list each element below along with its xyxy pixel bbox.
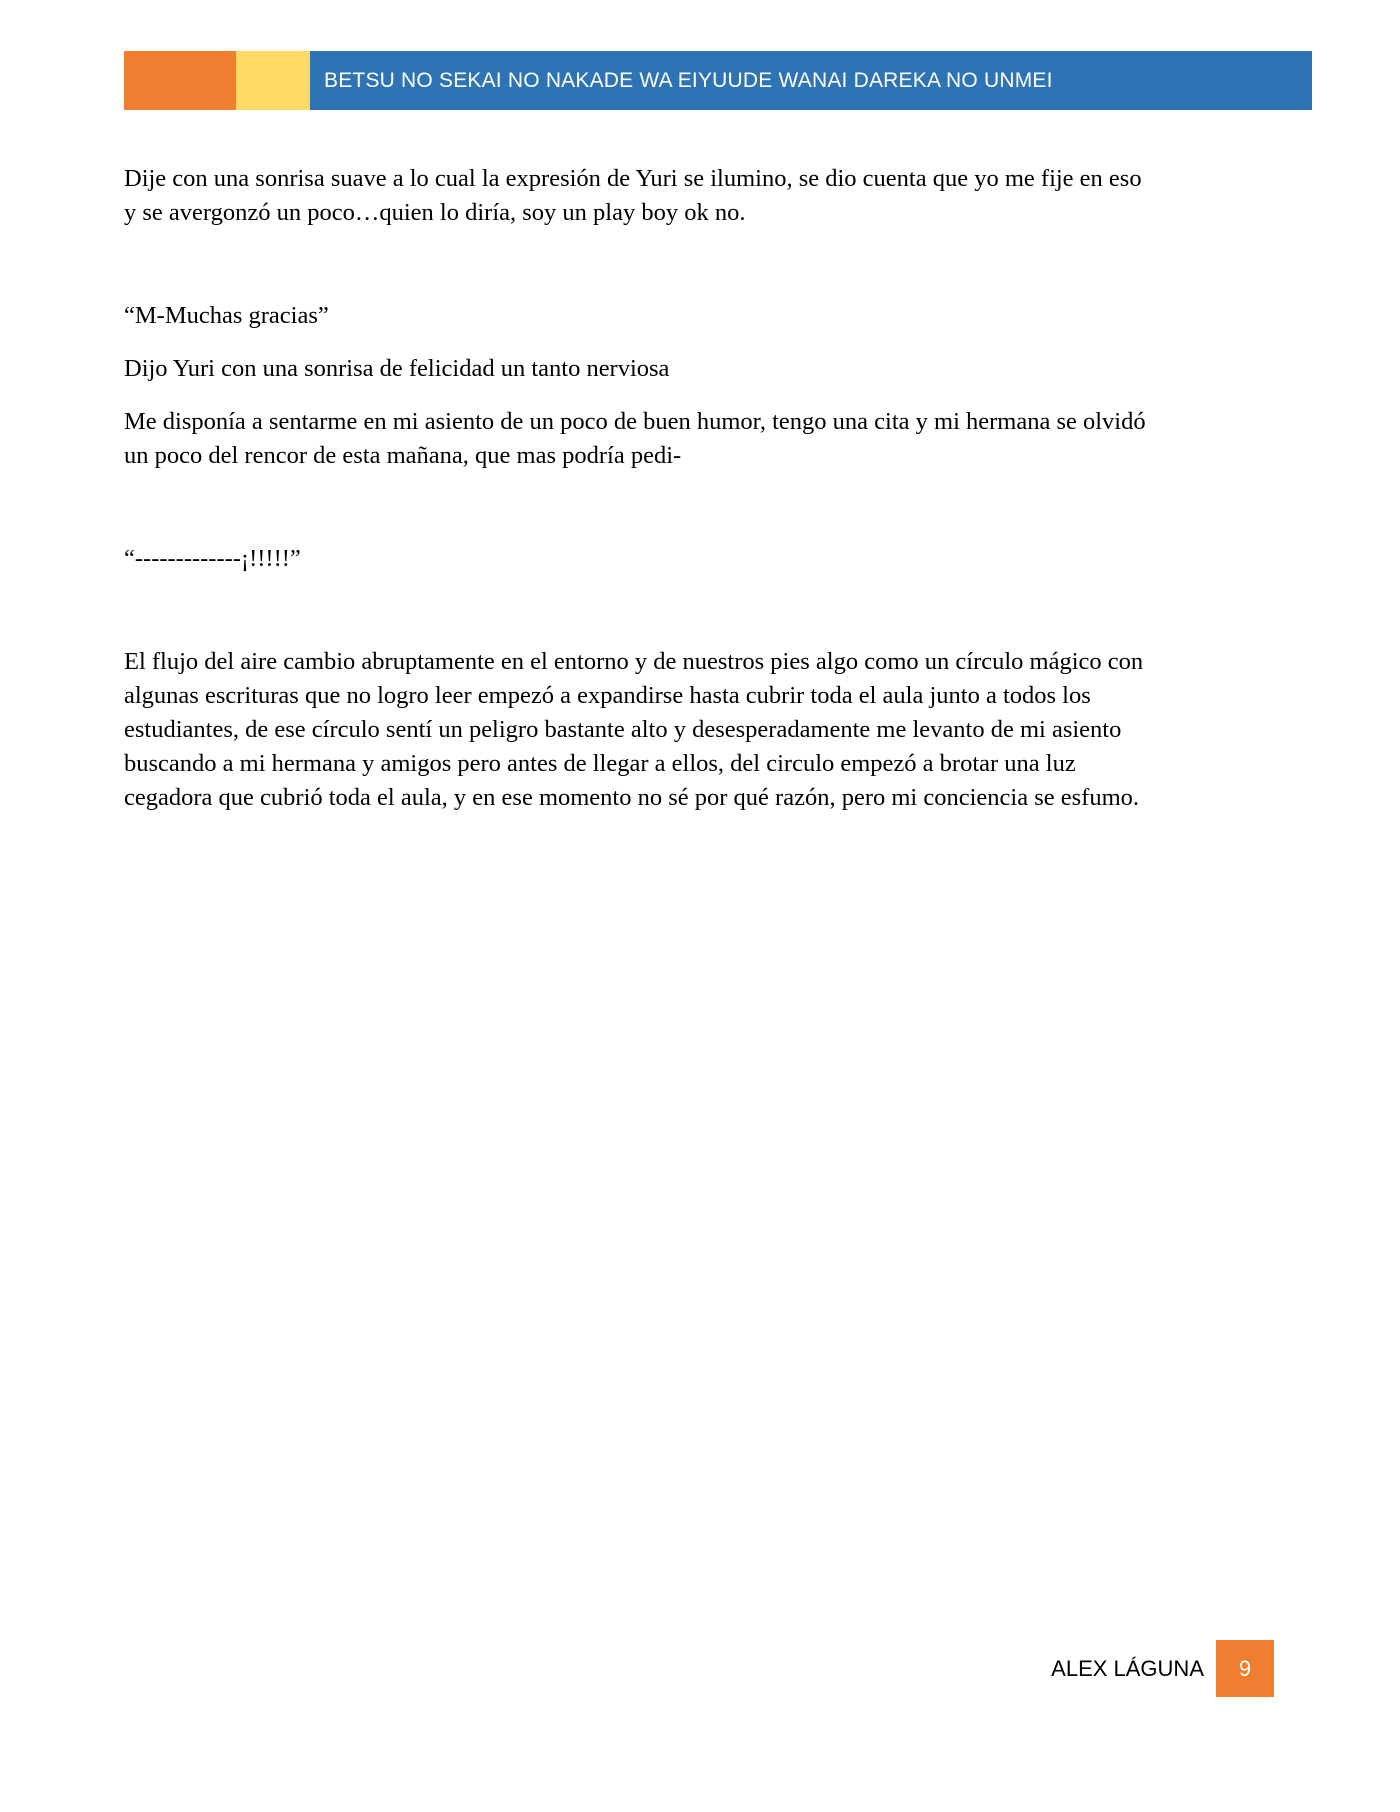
header-orange-block [124, 51, 236, 110]
footer-author: ALEX LÁGUNA [1051, 1655, 1204, 1681]
paragraph-4: Me disponía a sentarme en mi asiento de un poco de buen humor, tengo una cita y mi hermana se olvidó un poco del rencor de esta mañana, que mas podría pedi- [124, 408, 1146, 469]
page-footer [1051, 1640, 1274, 1697]
header-yellow-block [236, 51, 310, 110]
page-body [124, 162, 1274, 815]
header-title: BETSU NO SEKAI NO NAKADE WA EIYUUDE WANAI DAREKA NO UNMEI [324, 68, 1053, 92]
header-title-bar [310, 51, 1312, 110]
paragraph-3: Dijo Yuri con una sonrisa de felicidad un tanto nerviosa [124, 355, 670, 382]
paragraph-5: “-------------¡!!!!!” [124, 545, 301, 572]
page-number: 9 [1238, 1655, 1252, 1681]
paragraph-1: Dije con una sonrisa suave a lo cual la expresión de Yuri se ilumino, se dio cuenta que yo me fije en eso y se avergonzó un poco…quien lo diría, soy un play boy ok no. [124, 165, 1142, 226]
paragraph-6: El flujo del aire cambio abruptamente en el entorno y de nuestros pies algo como un círculo mágico con algunas escrituras que no logro leer empezó a expandirse hasta cubrir toda el aula junto a todos los estudiantes, de ese círculo sentí un peligro bastante alto y desesperadamente me levanto de mi asiento buscando a mi hermana y amigos pero antes de llegar a ellos, del circulo empezó a brotar una luz cegadora que cubrió toda el aula, y en ese momento no sé por qué razón, pero mi conciencia se esfumo. [124, 648, 1144, 811]
paragraph-2: “M-Muchas gracias” [124, 302, 329, 329]
page-header [124, 51, 1312, 110]
page-number-box [1216, 1640, 1274, 1697]
